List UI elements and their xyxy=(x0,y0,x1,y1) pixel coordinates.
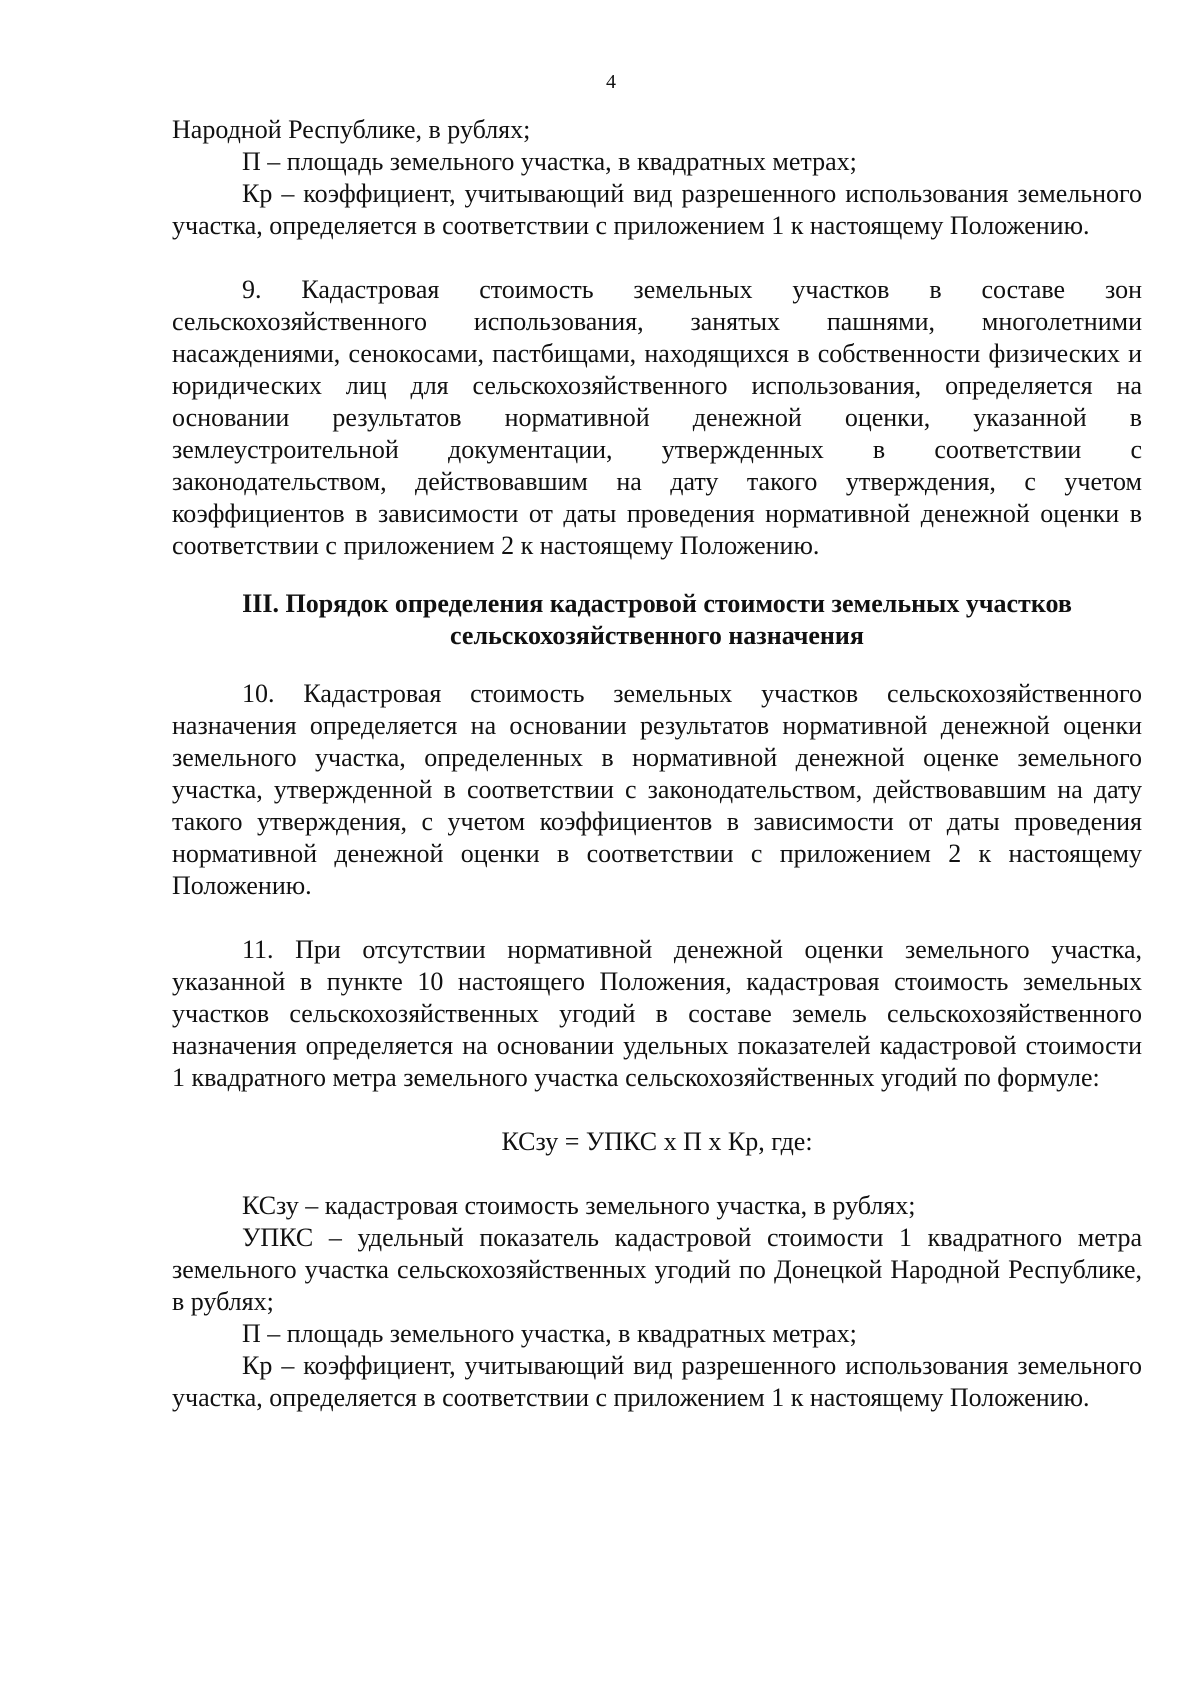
definition-upks: УПКС – удельный показатель кадастровой стоимости 1 квадратного метра земельного участка сельскохозяйственных угодий по Донецкой Народной Республике, в рублях; xyxy=(172,1223,1142,1316)
paragraph-11: 11. При отсутствии нормативной денежной оценки земельного участка, указанной в пункте 10 настоящего Положения, кадастровая стоимость земельных участков сельскохозяйственных угодий в составе земель сельскохозяйственного назначения определяется на основании удельных показателей кадастровой стоимости 1 квадратного метра земельного участка сельскохозяйственных угодий по формуле: xyxy=(172,935,1142,1092)
paragraph-9: 9. Кадастровая стоимость земельных участков в составе зон сельскохозяйственного использования, занятых пашнями, многолетними насаждениями, сенокосами, пастбищами, находящихся в собственности физических и юридических лиц для сельскохозяйственного использования, определяется на основании результатов нормативной денежной оценки, указанной в землеустроительной документации, утвержденных в соответствии с законодательством, действовавшим на дату такого утверждения, с учетом коэффициентов в зависимости от даты проведения нормативной денежной оценки в соответствии с приложением 2 к настоящему Положению. xyxy=(172,275,1142,560)
section-heading-line-1: III. Порядок определения кадастровой стоимости земельных участков xyxy=(242,589,1072,618)
paragraph-10: 10. Кадастровая стоимость земельных участков сельскохозяйственного назначения определяется на основании результатов нормативной денежной оценки земельного участка, определенных в нормативной денежной оценке земельного участка, утвержденной в соответствии с законодательством, действовавшим на дату такого утверждения, с учетом коэффициентов в зависимости от даты проведения нормативной денежной оценки в соответствии с приложением 2 к настоящему Положению. xyxy=(172,679,1142,900)
definition-coefficient-2: Кр – коэффициент, учитывающий вид разрешенного использования земельного участка, определяется в соответствии с приложением 1 к настоящему Положению. xyxy=(172,1351,1142,1412)
page-number: 4 xyxy=(606,71,616,93)
document-body xyxy=(172,114,1142,1414)
section-heading-line-2: сельскохозяйственного назначения xyxy=(450,621,864,650)
definition-area-2: П – площадь земельного участка, в квадратных метрах; xyxy=(242,1319,857,1348)
formula: КСзу = УПКС х П х Кр, где: xyxy=(501,1127,813,1156)
definition-kszu: КСзу – кадастровая стоимость земельного участка, в рублях; xyxy=(242,1191,916,1220)
continuation-line: Народной Республике, в рублях; xyxy=(172,115,531,144)
definition-coefficient: Кр – коэффициент, учитывающий вид разрешенного использования земельного участка, определяется в соответствии с приложением 1 к настоящему Положению. xyxy=(172,179,1142,240)
definition-area: П – площадь земельного участка, в квадратных метрах; xyxy=(242,147,857,176)
